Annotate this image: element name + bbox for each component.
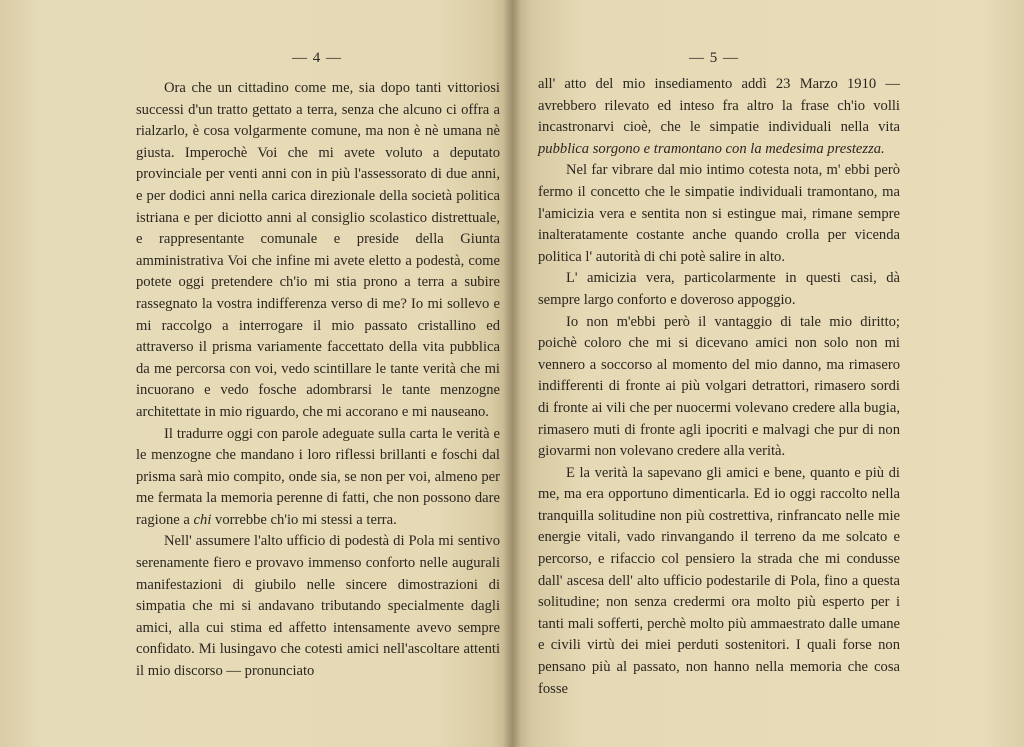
paragraph — [538, 74, 900, 160]
paragraph-text: vorrebbe ch'io mi stessi a terra. — [215, 511, 397, 528]
book-gutter — [503, 0, 521, 747]
page-number-left: — 4 — — [292, 50, 342, 66]
paragraph: Nell' assumere l'alto ufficio di podestà di Pola mi sentivo serenamente fiero e provavo immenso conforto nelle augurali manifestazioni di giubilo nelle sincere dimostrazioni di simpatia che mi si andavano tributando specialmente dagli amici, alla cui stima ed affetto intensamente avevo sempre confidato. Mi lusingavo che cotesti amici nell'ascoltare attenti il mio discorso — pronunciato — [136, 533, 500, 680]
left-page-text — [136, 78, 500, 683]
page-number-right: — 5 — — [689, 50, 739, 66]
paragraph-text: Il tradurre oggi con parole adeguate sulla carta le verità e le menzogne che mandano i loro riflessi brillanti e foschi dal prisma sarà mio compito, onde sia, se non per voi, almeno per me fermata la memoria perenne di fatti, che non possono dare ragione a — [136, 425, 500, 528]
paragraph — [136, 424, 500, 532]
paragraph: Nel far vibrare dal mio intimo cotesta nota, m' ebbi però fermo il concetto che le simpatie individuali tramontano, ma l'amicizia vera e sentita non si estingue mai, rimane sempre inalteratamente costante anche quando crolla per vicenda politica l' autorità di chi potè salire in alto. — [538, 162, 900, 265]
right-page — [512, 0, 1024, 747]
emphasized-word: chi — [193, 511, 212, 528]
paragraph-text: all' atto del mio insediamento addì 23 Marzo 1910 — avrebbero rilevato ed inteso fra altro la frase ch'io volli incastronarvi cioè, che le simpatie individuali nella vita — [538, 76, 900, 136]
paragraph: Io non m'ebbi però il vantaggio di tale mio diritto; poichè coloro che mi si dicevano amici non solo non mi vennero a soccorso al momento del mio danno, ma rimasero indifferenti di fronte ai più volgari detrattori, rimasero sordi di fronte ai vili che per nuocermi volevano credere alla bugia, rimasero muti di fronte agli ipocriti e malvagi che pur di non giovarmi non volevano credere alla verità. — [538, 313, 900, 460]
paragraph: E la verità la sapevano gli amici e bene, quanto e più di me, ma era opportuno dimenticarla. Ed io oggi raccolto nella tranquilla solitudine non più costrettiva, rinfrancato nelle mie energie vitali, vado rinvangando il terreno da me solcato e percorso, e rifaccio col pensiero la strada che mi condusse dall' ascesa dell' alto ufficio podestarile di Pola, fino a questa solitudine; non senza credermi ora molto più esperto per i tanti mali sofferti, perchè molto più ammaestrato dalle umane e civili virtù dei miei perduti sostenitori. I quali forse non pensano più al passato, non hanno nella memoria che cosa fosse — [538, 464, 900, 697]
right-page-text — [538, 74, 900, 700]
italic-quote: pubblica sorgono e tramontano con la medesima prestezza. — [538, 140, 885, 157]
paragraph: Ora che un cittadino come me, sia dopo tanti vittoriosi successi d'un tratto gettato a terra, senza che alcuno ci offra a rialzarlo, è cosa volgarmente comune, ma non è nè umana nè giusta. Imperochè Voi che mi avete voluto a deputato provinciale per venti anni con in più l'assessorato di due anni, e per dodici anni nella carica direzionale della società politica istriana e per diciotto anni al consiglio scolastico distrettuale, e rappresentante comunale e preside della Giunta amministrativa Voi che infine mi avete eletto a podestà, come potete oggi pretendere ch'io mi stia prono a terra a subire rassegnato la vostra indifferenza verso di me? Io mi sollevo e mi raccolgo a interrogare il mio passato cristallino ed attraverso il prisma variamente faccettato della vita pubblica da me percorsa con voi, vedo scintillare le tante verità che mi incuorano e vedo fosche adombrarsi le tante menzogne architettate in mio riguardo, che mi accorano e mi nauseano. — [136, 80, 500, 420]
paragraph: L' amicizia vera, particolarmente in questi casi, dà sempre largo conforto e doveroso appoggio. — [538, 270, 900, 308]
